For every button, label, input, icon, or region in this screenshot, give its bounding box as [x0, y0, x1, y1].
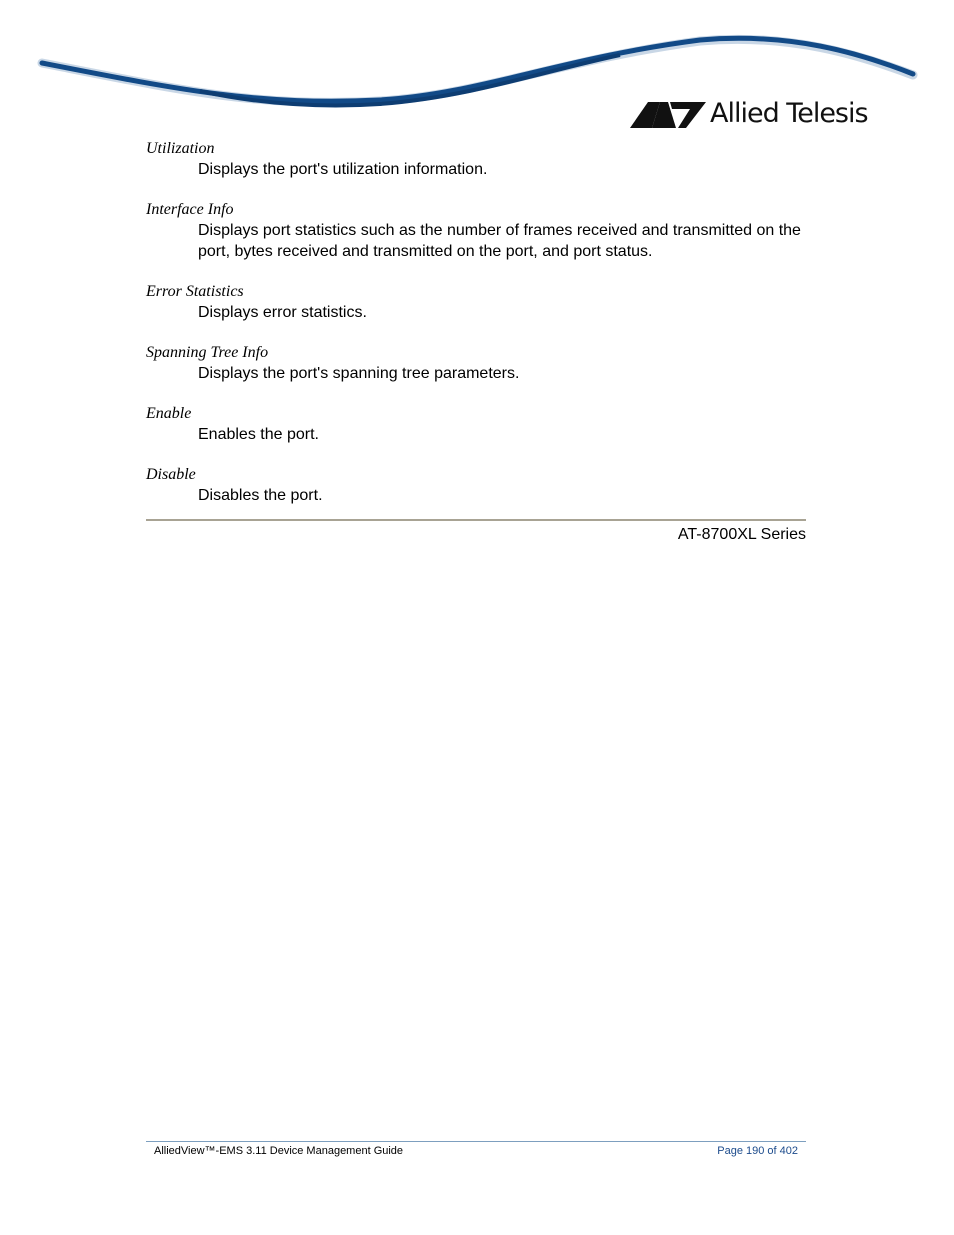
description-error-statistics: Displays error statistics. — [198, 304, 367, 321]
term-interface-info: Interface Info — [146, 201, 234, 218]
description-utilization: Displays the port's utilization information. — [198, 161, 488, 178]
logo-text: Allied Telesis — [710, 98, 868, 129]
description-enable: Enables the port. — [198, 426, 319, 443]
description-spanning-tree-info: Displays the port's spanning tree parameters. — [198, 365, 520, 382]
company-logo — [630, 98, 868, 132]
logo-mark-icon — [630, 102, 706, 128]
series-label: AT-8700XL Series — [677, 526, 806, 543]
section-divider — [146, 519, 806, 521]
description-interface-info: Displays port statistics such as the number of frames received and transmitted on the port, bytes received and transmitted on the port, and port status. — [198, 222, 801, 260]
footer-divider — [146, 1141, 806, 1142]
term-spanning-tree-info: Spanning Tree Info — [146, 344, 269, 361]
term-disable: Disable — [146, 466, 196, 483]
term-error-statistics: Error Statistics — [146, 283, 244, 300]
definition-list — [146, 139, 806, 526]
footer-page-number: Page 190 of 402 — [717, 1145, 798, 1157]
description-disable: Disables the port. — [198, 487, 323, 504]
term-enable: Enable — [146, 405, 192, 422]
term-utilization: Utilization — [146, 140, 215, 157]
footer-guide-title: AlliedView™-EMS 3.11 Device Management Guide — [154, 1145, 404, 1157]
